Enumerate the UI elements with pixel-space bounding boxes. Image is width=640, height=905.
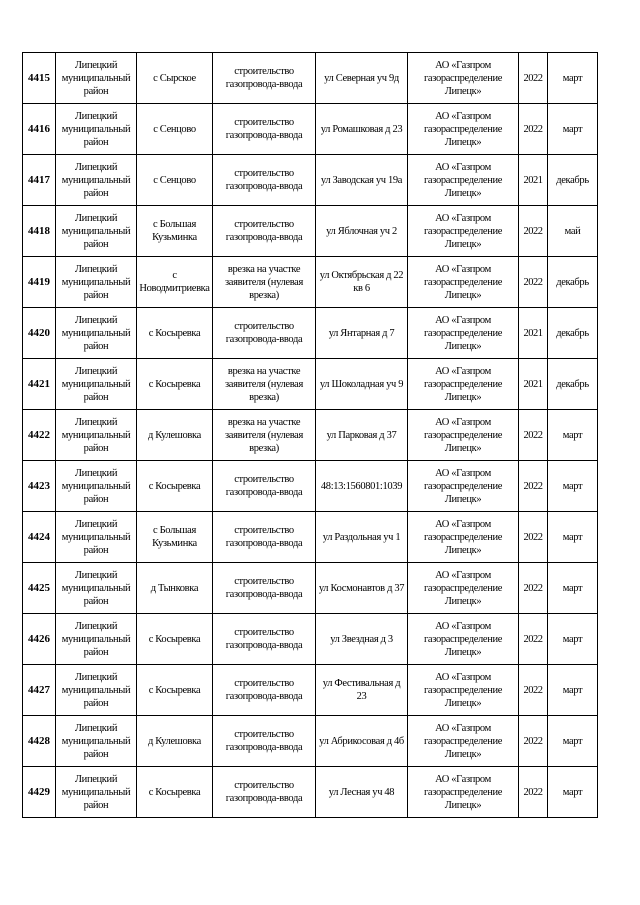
organization-cell: АО «Газпром газораспределение Липецк» (408, 512, 519, 563)
address-cell: ул Октябрьская д 22 кв 6 (316, 257, 408, 308)
table-row (23, 461, 598, 512)
settlement-cell: д Кулешовка (137, 716, 213, 767)
row-number: 4416 (23, 104, 56, 155)
row-number: 4429 (23, 767, 56, 818)
district-cell: Липецкий муниципальный район (56, 155, 137, 206)
month-cell: март (548, 716, 598, 767)
year-cell: 2022 (519, 716, 548, 767)
organization-cell: АО «Газпром газораспределение Липецк» (408, 359, 519, 410)
table-row (23, 512, 598, 563)
row-number: 4428 (23, 716, 56, 767)
address-cell: ул Заводская уч 19а (316, 155, 408, 206)
month-cell: декабрь (548, 359, 598, 410)
work-type-cell: строительство газопровода-ввода (213, 512, 316, 563)
row-number: 4418 (23, 206, 56, 257)
district-cell: Липецкий муниципальный район (56, 563, 137, 614)
table-row (23, 563, 598, 614)
work-type-cell: строительство газопровода-ввода (213, 155, 316, 206)
table-row (23, 104, 598, 155)
table-row (23, 665, 598, 716)
settlement-cell: д Кулешовка (137, 410, 213, 461)
address-cell: ул Северная уч 9д (316, 53, 408, 104)
address-cell: ул Абрикосовая д 4б (316, 716, 408, 767)
row-number: 4415 (23, 53, 56, 104)
district-cell: Липецкий муниципальный район (56, 359, 137, 410)
organization-cell: АО «Газпром газораспределение Липецк» (408, 104, 519, 155)
settlement-cell: д Тынковка (137, 563, 213, 614)
work-type-cell: строительство газопровода-ввода (213, 767, 316, 818)
work-type-cell: врезка на участке заявителя (нулевая врезка) (213, 257, 316, 308)
organization-cell: АО «Газпром газораспределение Липецк» (408, 461, 519, 512)
row-number: 4417 (23, 155, 56, 206)
work-type-cell: строительство газопровода-ввода (213, 461, 316, 512)
organization-cell: АО «Газпром газораспределение Липецк» (408, 53, 519, 104)
address-cell: ул Звездная д 3 (316, 614, 408, 665)
table-row (23, 359, 598, 410)
address-cell: ул Яблочная уч 2 (316, 206, 408, 257)
month-cell: март (548, 461, 598, 512)
table-row (23, 53, 598, 104)
table-row (23, 716, 598, 767)
year-cell: 2022 (519, 257, 548, 308)
year-cell: 2022 (519, 665, 548, 716)
table-row (23, 308, 598, 359)
table-body (23, 53, 598, 818)
row-number: 4423 (23, 461, 56, 512)
row-number: 4420 (23, 308, 56, 359)
settlement-cell: с Сырское (137, 53, 213, 104)
address-cell: ул Шоколадная уч 9 (316, 359, 408, 410)
settlement-cell: с Большая Кузьминка (137, 206, 213, 257)
year-cell: 2022 (519, 53, 548, 104)
district-cell: Липецкий муниципальный район (56, 206, 137, 257)
district-cell: Липецкий муниципальный район (56, 410, 137, 461)
month-cell: март (548, 614, 598, 665)
organization-cell: АО «Газпром газораспределение Липецк» (408, 410, 519, 461)
organization-cell: АО «Газпром газораспределение Липецк» (408, 257, 519, 308)
month-cell: декабрь (548, 308, 598, 359)
settlement-cell: с Косыревка (137, 665, 213, 716)
month-cell: декабрь (548, 257, 598, 308)
month-cell: март (548, 410, 598, 461)
month-cell: март (548, 563, 598, 614)
gasification-table (22, 52, 598, 818)
organization-cell: АО «Газпром газораспределение Липецк» (408, 563, 519, 614)
work-type-cell: строительство газопровода-ввода (213, 308, 316, 359)
address-cell: ул Ромашковая д 23 (316, 104, 408, 155)
organization-cell: АО «Газпром газораспределение Липецк» (408, 665, 519, 716)
organization-cell: АО «Газпром газораспределение Липецк» (408, 206, 519, 257)
row-number: 4425 (23, 563, 56, 614)
settlement-cell: с Новодмитриевка (137, 257, 213, 308)
year-cell: 2022 (519, 767, 548, 818)
organization-cell: АО «Газпром газораспределение Липецк» (408, 155, 519, 206)
district-cell: Липецкий муниципальный район (56, 716, 137, 767)
settlement-cell: с Косыревка (137, 308, 213, 359)
table-row (23, 767, 598, 818)
month-cell: март (548, 104, 598, 155)
table-row (23, 155, 598, 206)
address-cell: ул Янтарная д 7 (316, 308, 408, 359)
table-row (23, 614, 598, 665)
work-type-cell: строительство газопровода-ввода (213, 563, 316, 614)
row-number: 4427 (23, 665, 56, 716)
work-type-cell: строительство газопровода-ввода (213, 614, 316, 665)
organization-cell: АО «Газпром газораспределение Липецк» (408, 614, 519, 665)
row-number: 4424 (23, 512, 56, 563)
year-cell: 2021 (519, 359, 548, 410)
district-cell: Липецкий муниципальный район (56, 104, 137, 155)
work-type-cell: строительство газопровода-ввода (213, 665, 316, 716)
year-cell: 2021 (519, 155, 548, 206)
row-number: 4419 (23, 257, 56, 308)
work-type-cell: строительство газопровода-ввода (213, 104, 316, 155)
year-cell: 2022 (519, 461, 548, 512)
district-cell: Липецкий муниципальный район (56, 665, 137, 716)
month-cell: март (548, 512, 598, 563)
work-type-cell: строительство газопровода-ввода (213, 716, 316, 767)
year-cell: 2022 (519, 614, 548, 665)
table-row (23, 257, 598, 308)
year-cell: 2022 (519, 563, 548, 614)
year-cell: 2022 (519, 512, 548, 563)
organization-cell: АО «Газпром газораспределение Липецк» (408, 716, 519, 767)
settlement-cell: с Косыревка (137, 614, 213, 665)
district-cell: Липецкий муниципальный район (56, 461, 137, 512)
address-cell: ул Фестивальная д 23 (316, 665, 408, 716)
settlement-cell: с Сенцово (137, 155, 213, 206)
year-cell: 2022 (519, 104, 548, 155)
row-number: 4422 (23, 410, 56, 461)
district-cell: Липецкий муниципальный район (56, 614, 137, 665)
month-cell: май (548, 206, 598, 257)
month-cell: март (548, 665, 598, 716)
work-type-cell: строительство газопровода-ввода (213, 206, 316, 257)
row-number: 4426 (23, 614, 56, 665)
district-cell: Липецкий муниципальный район (56, 767, 137, 818)
district-cell: Липецкий муниципальный район (56, 53, 137, 104)
year-cell: 2022 (519, 410, 548, 461)
settlement-cell: с Косыревка (137, 461, 213, 512)
district-cell: Липецкий муниципальный район (56, 257, 137, 308)
month-cell: декабрь (548, 155, 598, 206)
settlement-cell: с Косыревка (137, 359, 213, 410)
organization-cell: АО «Газпром газораспределение Липецк» (408, 308, 519, 359)
settlement-cell: с Большая Кузьминка (137, 512, 213, 563)
work-type-cell: строительство газопровода-ввода (213, 53, 316, 104)
row-number: 4421 (23, 359, 56, 410)
address-cell: ул Раздольная уч 1 (316, 512, 408, 563)
work-type-cell: врезка на участке заявителя (нулевая врезка) (213, 410, 316, 461)
organization-cell: АО «Газпром газораспределение Липецк» (408, 767, 519, 818)
district-cell: Липецкий муниципальный район (56, 512, 137, 563)
document-page (22, 52, 597, 818)
table-row (23, 410, 598, 461)
year-cell: 2021 (519, 308, 548, 359)
settlement-cell: с Косыревка (137, 767, 213, 818)
address-cell: ул Лесная уч 48 (316, 767, 408, 818)
work-type-cell: врезка на участке заявителя (нулевая врезка) (213, 359, 316, 410)
month-cell: март (548, 767, 598, 818)
table-row (23, 206, 598, 257)
settlement-cell: с Сенцово (137, 104, 213, 155)
address-cell: ул Космонавтов д 37 (316, 563, 408, 614)
address-cell: ул Парковая д 37 (316, 410, 408, 461)
year-cell: 2022 (519, 206, 548, 257)
month-cell: март (548, 53, 598, 104)
district-cell: Липецкий муниципальный район (56, 308, 137, 359)
address-cell: 48:13:1560801:1039 (316, 461, 408, 512)
